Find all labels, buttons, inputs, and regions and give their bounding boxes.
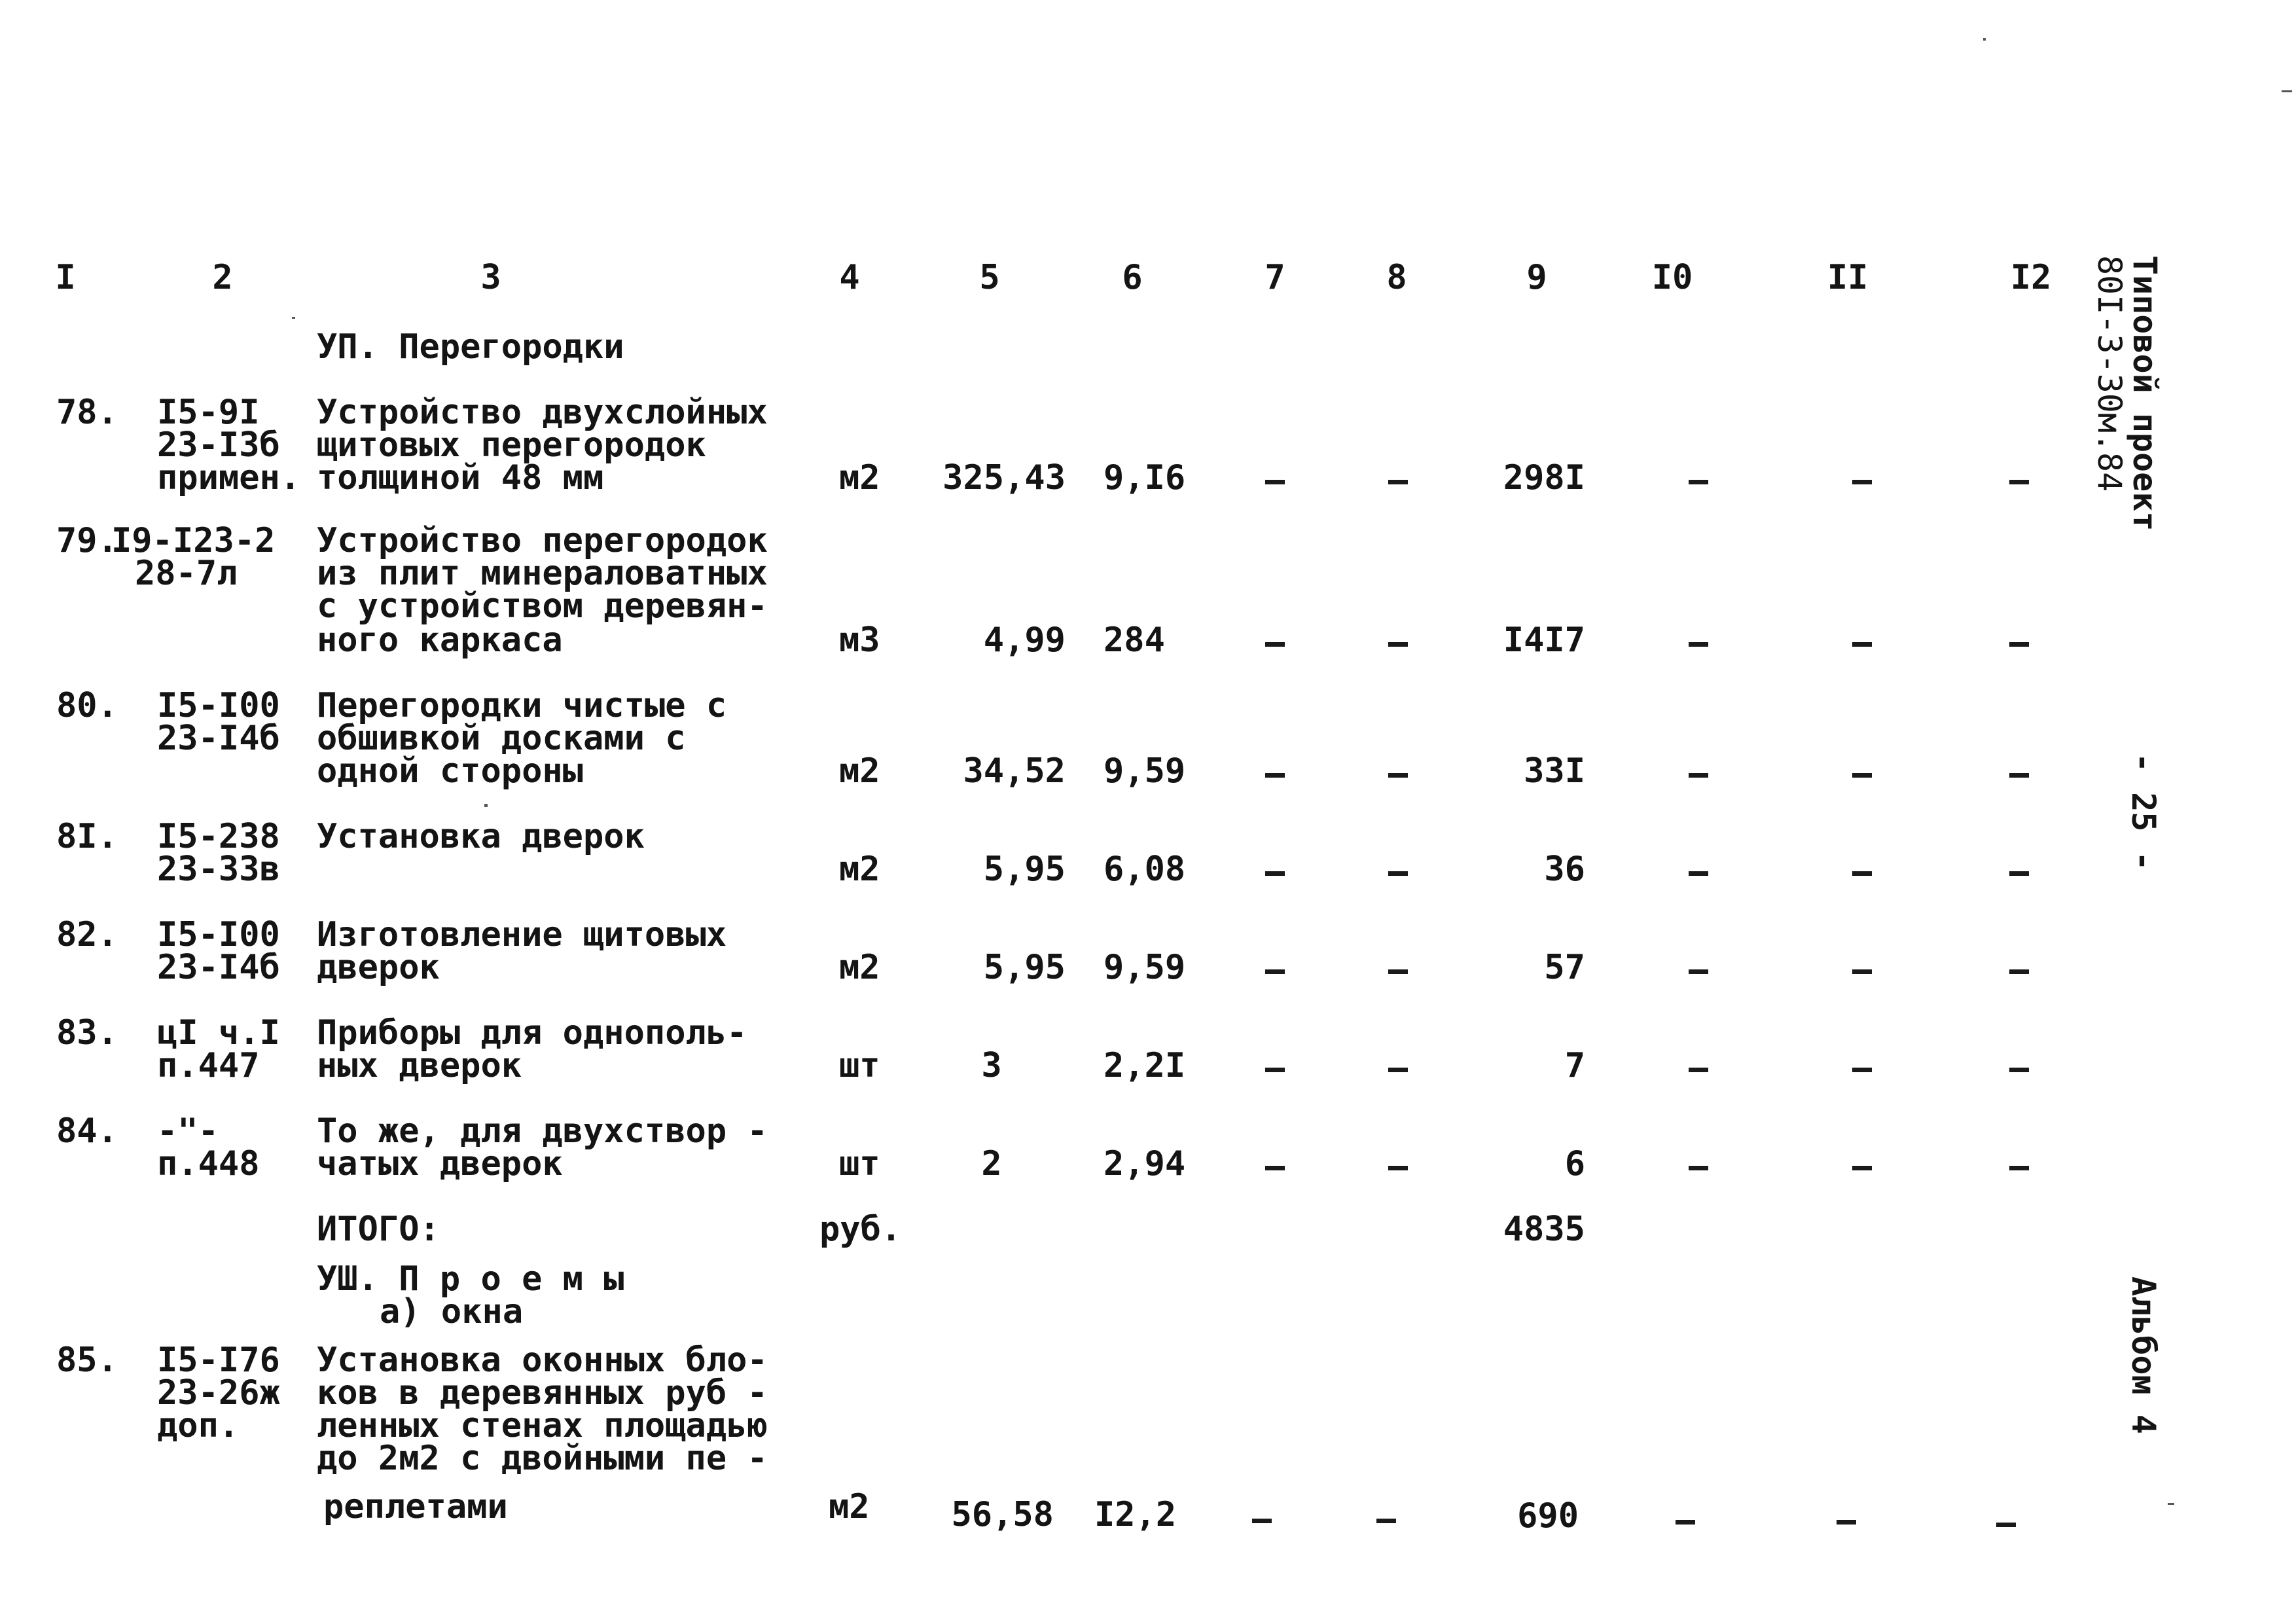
quantity-cell: 5,95 bbox=[983, 850, 1066, 889]
code-line: 23-I4б bbox=[157, 948, 280, 987]
description-line: ленных стенах площадью bbox=[317, 1406, 768, 1445]
row-number: 83. bbox=[56, 1013, 118, 1053]
total-cell: 6 bbox=[1564, 1144, 1585, 1183]
code-line: I5-I76 bbox=[157, 1341, 280, 1380]
dash-col-10 bbox=[1689, 480, 1708, 484]
description-line: дверок bbox=[317, 948, 440, 987]
total-cell: I4I7 bbox=[1503, 621, 1585, 660]
col-6-header: 6 bbox=[1122, 258, 1143, 297]
section-title-openings: УШ. П р о е м ы bbox=[317, 1259, 624, 1299]
description-line: реплетами bbox=[323, 1487, 508, 1526]
dash-col-8 bbox=[1388, 871, 1408, 876]
total-cell: 57 bbox=[1544, 948, 1585, 987]
dash-col-7 bbox=[1265, 871, 1285, 876]
quantity-cell: 3 bbox=[981, 1046, 1002, 1085]
row-number: 79. bbox=[56, 521, 118, 560]
dash-col-12 bbox=[2009, 1166, 2029, 1170]
side-album-label: Альбом 4 bbox=[2125, 1276, 2162, 1434]
dash-col-11 bbox=[1852, 1166, 1872, 1170]
price-cell: I2,2 bbox=[1094, 1495, 1177, 1534]
code-line: I9-I23-2 bbox=[111, 521, 276, 560]
scan-speck bbox=[2282, 90, 2292, 92]
col-3-header: 3 bbox=[480, 258, 501, 297]
row-number: 85. bbox=[56, 1341, 118, 1380]
description-line: одной стороны bbox=[317, 751, 583, 791]
description-line: до 2м2 с двойными пе - bbox=[317, 1439, 768, 1478]
total-cell: 690 bbox=[1517, 1496, 1579, 1536]
description-line: Устройство перегородок bbox=[317, 521, 768, 560]
quantity-cell: 2 bbox=[981, 1144, 1002, 1183]
dash-col-12 bbox=[2009, 642, 2029, 647]
dash-col-10 bbox=[1689, 773, 1708, 778]
price-cell: 9,I6 bbox=[1103, 458, 1186, 497]
total-label: ИТОГО: bbox=[317, 1210, 440, 1249]
col-1-header: I bbox=[55, 258, 76, 297]
dash-col-10 bbox=[1689, 871, 1708, 876]
quantity-cell: 5,95 bbox=[983, 948, 1066, 987]
quantity-cell: 325,43 bbox=[942, 458, 1066, 497]
dash-col-10 bbox=[1689, 1166, 1708, 1170]
col-8-header: 8 bbox=[1386, 258, 1407, 297]
price-cell: 284 bbox=[1103, 621, 1165, 660]
code-line: I5-I00 bbox=[157, 915, 280, 954]
price-cell: 2,2I bbox=[1103, 1046, 1186, 1085]
code-line: 23-I3б bbox=[157, 425, 280, 465]
quantity-cell: 4,99 bbox=[983, 621, 1066, 660]
description-line: Установка оконных бло- bbox=[317, 1341, 768, 1380]
dash-col-11 bbox=[1852, 642, 1872, 647]
row-number: 78. bbox=[56, 393, 118, 432]
col-12-header: I2 bbox=[2010, 258, 2052, 297]
dash-col-7 bbox=[1265, 773, 1285, 778]
unit-cell: м2 bbox=[839, 751, 880, 791]
dash-col-11 bbox=[1852, 480, 1872, 484]
unit-cell: м2 bbox=[839, 948, 880, 987]
description-line: Изготовление щитовых bbox=[317, 915, 727, 954]
description-line: щитовых перегородок bbox=[317, 425, 706, 465]
description-line: То же, для двухствор - bbox=[317, 1111, 768, 1151]
dash-col-8 bbox=[1376, 1519, 1396, 1523]
description-line: Перегородки чистые с bbox=[317, 686, 727, 725]
description-line: с устройством деревян- bbox=[317, 586, 768, 626]
code-line: I5-9I bbox=[157, 393, 260, 432]
unit-cell: м2 bbox=[839, 458, 880, 497]
dash-col-8 bbox=[1388, 480, 1408, 484]
row-number: 8I. bbox=[56, 817, 118, 856]
code-line: примен. bbox=[157, 458, 301, 497]
dash-col-8 bbox=[1388, 1068, 1408, 1072]
quantity-cell: 34,52 bbox=[963, 751, 1066, 791]
dash-col-12 bbox=[2009, 1068, 2029, 1072]
dash-col-7 bbox=[1265, 642, 1285, 647]
code-line: 23-I4б bbox=[157, 719, 280, 758]
dash-col-12 bbox=[2009, 773, 2029, 778]
total-unit: руб. bbox=[819, 1210, 902, 1249]
price-cell: 6,08 bbox=[1103, 850, 1186, 889]
dash-col-10 bbox=[1689, 642, 1708, 647]
description-line: Установка дверок bbox=[317, 817, 645, 856]
col-9-header: 9 bbox=[1526, 258, 1547, 297]
dash-col-7 bbox=[1265, 1166, 1285, 1170]
dash-col-10 bbox=[1676, 1520, 1695, 1525]
section-title-partitions: УП. Перегородки bbox=[317, 327, 624, 367]
dash-col-11 bbox=[1852, 969, 1872, 974]
scan-speck bbox=[292, 317, 295, 319]
col-11-header: II bbox=[1827, 258, 1869, 297]
code-line: -"- bbox=[157, 1111, 219, 1151]
description-line: толщиной 48 мм bbox=[317, 458, 604, 497]
description-line: чатых дверок bbox=[317, 1144, 563, 1183]
side-project-label: Типовой проект bbox=[2126, 255, 2164, 532]
unit-cell: шт bbox=[839, 1144, 880, 1183]
dash-col-11 bbox=[1852, 773, 1872, 778]
row-number: 82. bbox=[56, 915, 118, 954]
row-number: 84. bbox=[56, 1111, 118, 1151]
unit-cell: м3 bbox=[839, 621, 880, 660]
code-line: п.447 bbox=[157, 1046, 260, 1085]
dash-col-12 bbox=[2009, 969, 2029, 974]
dash-col-12 bbox=[1996, 1523, 2016, 1527]
side-project-code: 80I-3-30м.84 bbox=[2090, 255, 2128, 492]
col-2-header: 2 bbox=[212, 258, 233, 297]
unit-cell: шт bbox=[839, 1046, 880, 1085]
dash-col-7 bbox=[1265, 480, 1285, 484]
price-cell: 9,59 bbox=[1103, 948, 1186, 987]
row-number: 80. bbox=[56, 686, 118, 725]
description-line: ного каркаса bbox=[317, 621, 563, 660]
dash-col-12 bbox=[2009, 480, 2029, 484]
code-line: I5-I00 bbox=[157, 686, 280, 725]
code-line: цI ч.I bbox=[157, 1013, 280, 1053]
description-line: обшивкой досками с bbox=[317, 719, 686, 758]
dash-col-10 bbox=[1689, 969, 1708, 974]
scan-speck bbox=[1983, 38, 1986, 41]
description-line: ков в деревянных руб - bbox=[317, 1373, 768, 1413]
code-line: 23-26ж bbox=[157, 1373, 280, 1413]
total-cell: 7 bbox=[1564, 1046, 1585, 1085]
total-cell: 33I bbox=[1524, 751, 1585, 791]
quantity-cell: 56,58 bbox=[951, 1495, 1054, 1534]
price-cell: 2,94 bbox=[1103, 1144, 1186, 1183]
code-line: доп. bbox=[157, 1406, 240, 1445]
description-line: Приборы для однополь- bbox=[317, 1013, 747, 1053]
price-cell: 9,59 bbox=[1103, 751, 1186, 791]
description-line: ных дверок bbox=[317, 1046, 522, 1085]
description-line: Устройство двухслойных bbox=[317, 393, 768, 432]
dash-col-11 bbox=[1837, 1520, 1856, 1525]
side-page-number: - 25 - bbox=[2125, 753, 2162, 871]
col-5-header: 5 bbox=[979, 258, 1000, 297]
unit-cell: м2 bbox=[839, 850, 880, 889]
grand-total: 4835 bbox=[1503, 1210, 1585, 1249]
dash-col-8 bbox=[1388, 1166, 1408, 1170]
col-10-header: I0 bbox=[1651, 258, 1693, 297]
dash-col-10 bbox=[1689, 1068, 1708, 1072]
dash-col-7 bbox=[1252, 1519, 1272, 1523]
total-cell: 298I bbox=[1503, 458, 1585, 497]
col-4-header: 4 bbox=[839, 258, 860, 297]
total-cell: 36 bbox=[1544, 850, 1585, 889]
dash-col-8 bbox=[1388, 642, 1408, 647]
code-line: 28-7л bbox=[135, 554, 238, 593]
subsection-title-windows: а) окна bbox=[380, 1292, 524, 1331]
scan-speck bbox=[484, 804, 488, 807]
scan-speck bbox=[2168, 1503, 2174, 1505]
dash-col-11 bbox=[1852, 871, 1872, 876]
dash-col-8 bbox=[1388, 773, 1408, 778]
dash-col-11 bbox=[1852, 1068, 1872, 1072]
unit-cell: м2 bbox=[829, 1487, 870, 1526]
dash-col-7 bbox=[1265, 969, 1285, 974]
code-line: п.448 bbox=[157, 1144, 260, 1183]
description-line: из плит минераловатных bbox=[317, 554, 768, 593]
dash-col-12 bbox=[2009, 871, 2029, 876]
col-7-header: 7 bbox=[1265, 258, 1285, 297]
dash-col-7 bbox=[1265, 1068, 1285, 1072]
dash-col-8 bbox=[1388, 969, 1408, 974]
code-line: 23-33в bbox=[157, 850, 280, 889]
code-line: I5-238 bbox=[157, 817, 280, 856]
